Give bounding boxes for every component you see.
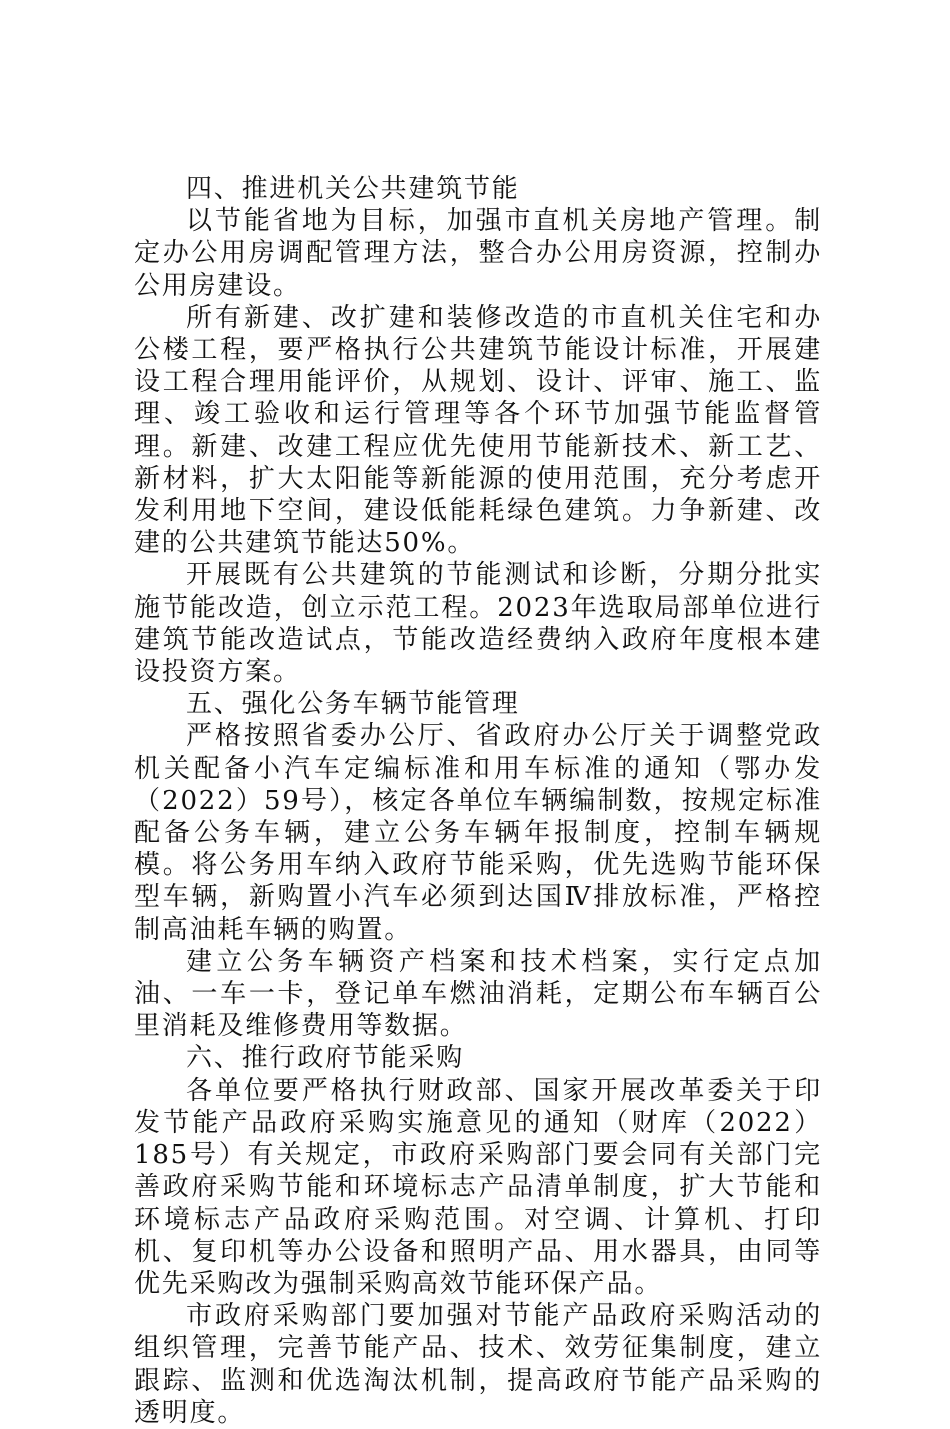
paragraph: 开展既有公共建筑的节能测试和诊断，分期分批实施节能改造，创立示范工程。2023年选取局部单位进行建筑节能改造试点，节能改造经费纳入政府年度根本建设投资方案。 — [134, 560, 822, 688]
section-heading-6: 六、推行政府节能采购 — [186, 1043, 465, 1074]
paragraph: 市政府采购部门要加强对节能产品政府采购活动的组织管理，完善节能产品、技术、效劳征集制度，建立跟踪、监测和优选淘汰机制，提高政府节能产品采购的透明度。 — [134, 1301, 822, 1428]
document-body — [134, 173, 822, 1429]
paragraph: 以节能省地为目标，加强市直机关房地产管理。制定办公用房调配管理方法，整合办公用房资源，控制办公用房建设。 — [134, 206, 822, 301]
paragraph: 各单位要严格执行财政部、国家开展改革委关于印发节能产品政府采购实施意见的通知（财库（2022）185号）有关规定，市政府采购部门要会同有关部门完善政府采购节能和环境标志产品清单制度，扩大节能和环境标志产品政府采购范围。对空调、计算机、打印机、复印机等办公设备和照明产品、用水器具，由同等优先采购改为强制采购高效节能环保产品。 — [134, 1075, 822, 1299]
section-heading-5: 五、强化公务车辆节能管理 — [186, 689, 520, 720]
paragraph: 建立公务车辆资产档案和技术档案，实行定点加油、一车一卡，登记单车燃油消耗，定期公布车辆百公里消耗及维修费用等数据。 — [134, 946, 822, 1042]
paragraph: 所有新建、改扩建和装修改造的市直机关住宅和办公楼工程，要严格执行公共建筑节能设计标准，开展建设工程合理用能评价，从规划、设计、评审、施工、监理、竣工验收和运行管理等各个环节加强节能监督管理。新建、改建工程应优先使用节能新技术、新工艺、新材料，扩大太阳能等新能源的使用范围，充分考虑开发利用地下空间，建设低能耗绿色建筑。力争新建、改建的公共建筑节能达50%。 — [134, 302, 822, 559]
paragraph: 严格按照省委办公厅、省政府办公厅关于调整党政机关配备小汽车定编标准和用车标准的通知（鄂办发（2022）59号），核定各单位车辆编制数，按规定标准配备公务车辆，建立公务车辆年报制度，控制车辆规模。将公务用车纳入政府节能采购，优先选购节能环保型车辆，新购置小汽车必须到达国Ⅳ排放标准，严格控制高油耗车辆的购置。 — [134, 721, 822, 945]
section-heading-4: 四、推进机关公共建筑节能 — [186, 174, 520, 204]
